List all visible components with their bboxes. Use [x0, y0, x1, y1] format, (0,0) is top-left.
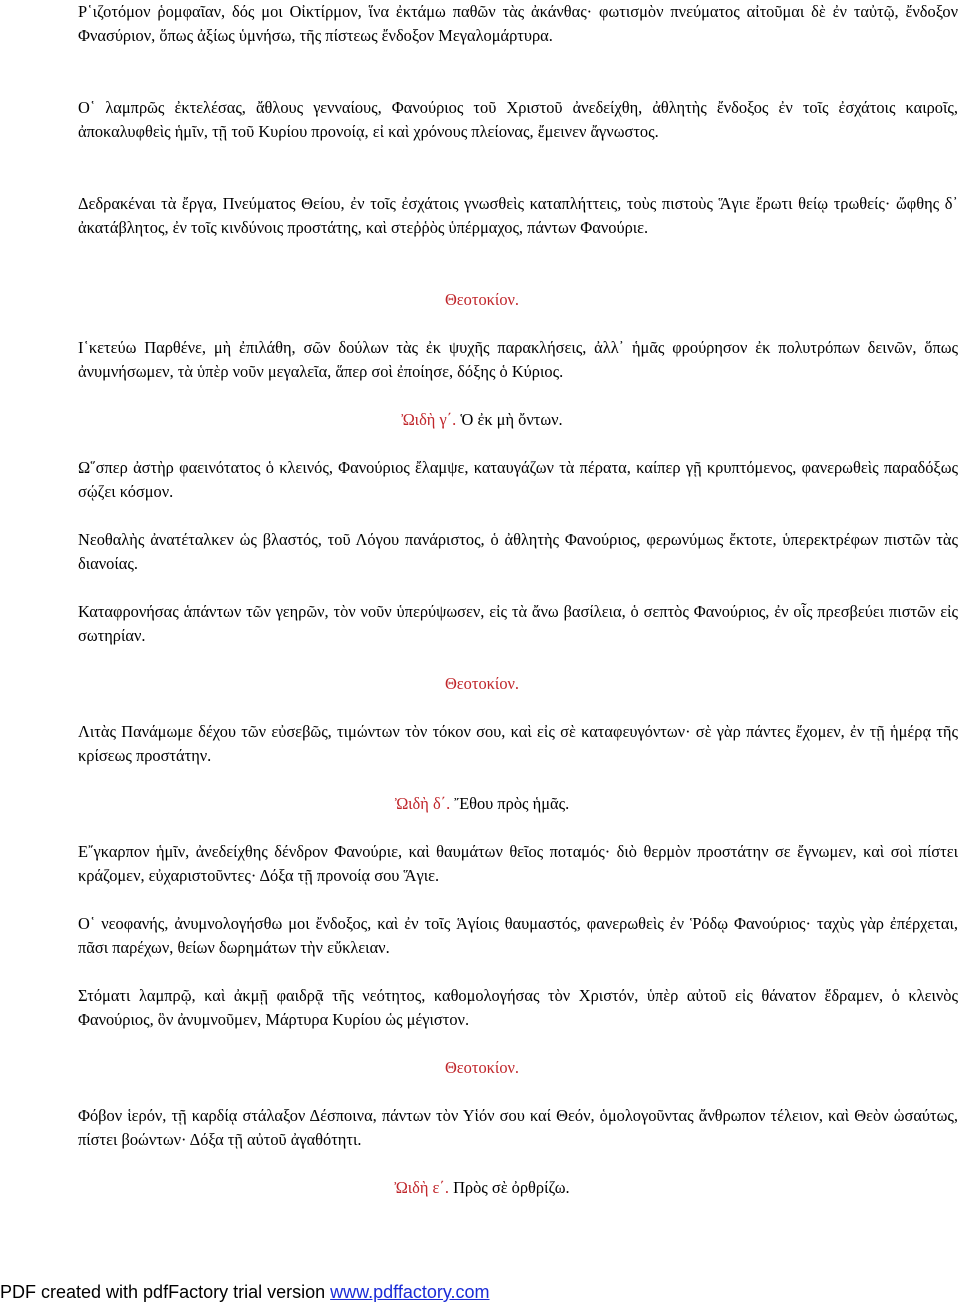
pdffactory-link[interactable]: www.pdffactory.com: [330, 1282, 490, 1302]
ode-hirmos: Ἔθου πρὸς ἡμᾶς.: [450, 794, 570, 813]
paragraph: Φόβον ἱερόν, τῇ καρδίᾳ στάλαξον Δέσποινα, πάντων τὸν Υἱόν σου καί Θεόν, ὁμολογοῦντας ἄνθρωπον τέλειον, καὶ Θεὸν ὡσαύτως, πίστει βοώντων· Δόξα τῇ αὐτοῦ ἀγαθότητι.: [78, 1106, 958, 1149]
paragraph: Νεοθαλὴς ἀνατέταλκεν ὡς βλαστός, τοῦ Λόγου πανάριστος, ὁ ἀθλητὴς Φανούριος, φερωνύμως ἔκτοτε, ὑπερεκτρέφων πιστῶν τὰς διανοίας.: [78, 530, 958, 573]
ode-hirmos: Πρὸς σὲ ὀρθρίζω.: [448, 1178, 570, 1197]
paragraph: Ο῾ νεοφανής, ἀνυμνολογήσθω μοι ἔνδοξος, καὶ ἐν τοῖς Ἁγίοις θαυμαστός, φανερωθεὶς ἐν Ῥόδῳ Φανούριος· ταχὺς γὰρ ἐπέρχεται, πᾶσι παρέχων, θείων δωρημάτων τὴν εὔκλειαν.: [78, 914, 958, 957]
theotokion-heading: Θεοτοκίον.: [444, 674, 520, 693]
paragraph: Ρ῾ιζοτόμον ῥομφαῖαν, δός μοι Οἰκτίρμον, ἵνα ἐκτάμω παθῶν τὰς ἀκάνθας· φωτισμὸν πνεύματος αἰτοῦμαι δὲ ἐν ταὐτῷ, ἔνδοξον Φνασύριον, ὅπως ἀξίως ὑμνήσω, τῆς πίστεως ἔνδοξον Μεγαλομάρτυρα.: [78, 2, 958, 45]
ode-heading: [78, 1176, 886, 1200]
paragraph: Καταφρονήσας ἁπάντων τῶν γεηρῶν, τὸν νοῦν ὑπερύψωσεν, εἰς τὰ ἄνω βασίλεια, ὁ σεπτὸς Φανούριος, ἐν οἷς πρεσβεύει πιστῶν εἰς σωτηρίαν.: [78, 602, 958, 645]
ode-label: Ὠιδὴ δ΄.: [394, 794, 451, 813]
paragraph: Ω῞σπερ ἀστὴρ φαεινότατος ὁ κλεινός, Φανούριος ἔλαμψε, καταυγάζων τὰ πέρατα, καίπερ γῇ κρυπτόμενος, φανερωθεὶς παραδόξως σῴζει κόσμον.: [78, 458, 958, 501]
theotokion-heading: Θεοτοκίον.: [444, 1058, 520, 1077]
ode-label: Ὠιδὴ γ΄.: [401, 410, 457, 429]
ode-hirmos: Ὁ ἐκ μὴ ὄντων.: [456, 410, 563, 429]
paragraph: Δεδρακέναι τὰ ἔργα, Πνεύματος Θείου, ἐν τοῖς ἐσχάτοις γνωσθεὶς καταπλήττεις, τοὺς πιστοὺς Ἅγιε ἔρωτι θείῳ τρωθείς· ὤφθης δ᾿ ἀκατάβλητος, ἐν τοῖς κινδύνοις προστάτης, καὶ στεῤῥὸς ὑπέρμαχος, πάντων Φανούριε.: [78, 194, 958, 237]
ode-label: Ὠιδὴ ε΄.: [394, 1178, 449, 1197]
footer-text: PDF created with pdfFactory trial version: [0, 1282, 331, 1302]
ode-heading: [78, 792, 886, 816]
paragraph: Λιτὰς Πανάμωμε δέχου τῶν εὐσεβῶς, τιμώντων τὸν τόκον σου, καὶ εἰς σὲ καταφευγόντων· σὲ γὰρ πάντες ἔχομεν, ἐν τῇ ἡμέρᾳ τῆς κρίσεως προστάτην.: [78, 722, 958, 765]
paragraph: Ο῾ λαμπρῶς ἐκτελέσας, ἄθλους γενναίους, Φανούριος τοῦ Χριστοῦ ἀνεδείχθη, ἀθλητὴς ἔνδοξος ἐν τοῖς ἐσχάτοις καιροῖς, ἀποκαλυφθεὶς ἡμῖν, τῇ τοῦ Κυρίου προνοίᾳ, εἰ καὶ χρόνους πλείονας, ἔμεινεν ἄγνωστος.: [78, 98, 958, 141]
paragraph: Ι῾κετεύω Παρθένε, μὴ ἐπιλάθη, σῶν δούλων τὰς ἐκ ψυχῆς παρακλήσεις, ἀλλ᾿ ἡμᾶς φρούρησον ἐκ πολυτρόπων δεινῶν, ὅπως ἀνυμνήσωμεν, τὰ ὑπὲρ νοῦν μεγαλεῖα, ἅπερ σοὶ ἐποίησε, δόξης ὁ Κύριος.: [78, 338, 958, 381]
theotokion-heading: Θεοτοκίον.: [444, 290, 520, 309]
pdf-footer: [0, 1279, 600, 1305]
paragraph: Ε῎γκαρπον ἡμῖν, ἀνεδείχθης δένδρον Φανούριε, καὶ θαυμάτων θεῖος ποταμός· διὸ θερμὸν προστάτην σε ἔγνωμεν, καὶ σοὶ πίστει κράζομεν, εὐχαριστοῦντες· Δόξα τῇ προνοίᾳ σου Ἅγιε.: [78, 842, 958, 885]
paragraph: Στόματι λαμπρῷ, καὶ ἀκμῇ φαιδρᾷ τῆς νεότητος, καθομολογήσας τὸν Χριστόν, ὑπὲρ αὐτοῦ εἰς θάνατον ἔδραμεν, ὁ κλεινὸς Φανούριος, ὃν ἀνυμνοῦμεν, Μάρτυρα Κυρίου ὡς μέγιστον.: [78, 986, 958, 1029]
ode-heading: [78, 408, 886, 432]
